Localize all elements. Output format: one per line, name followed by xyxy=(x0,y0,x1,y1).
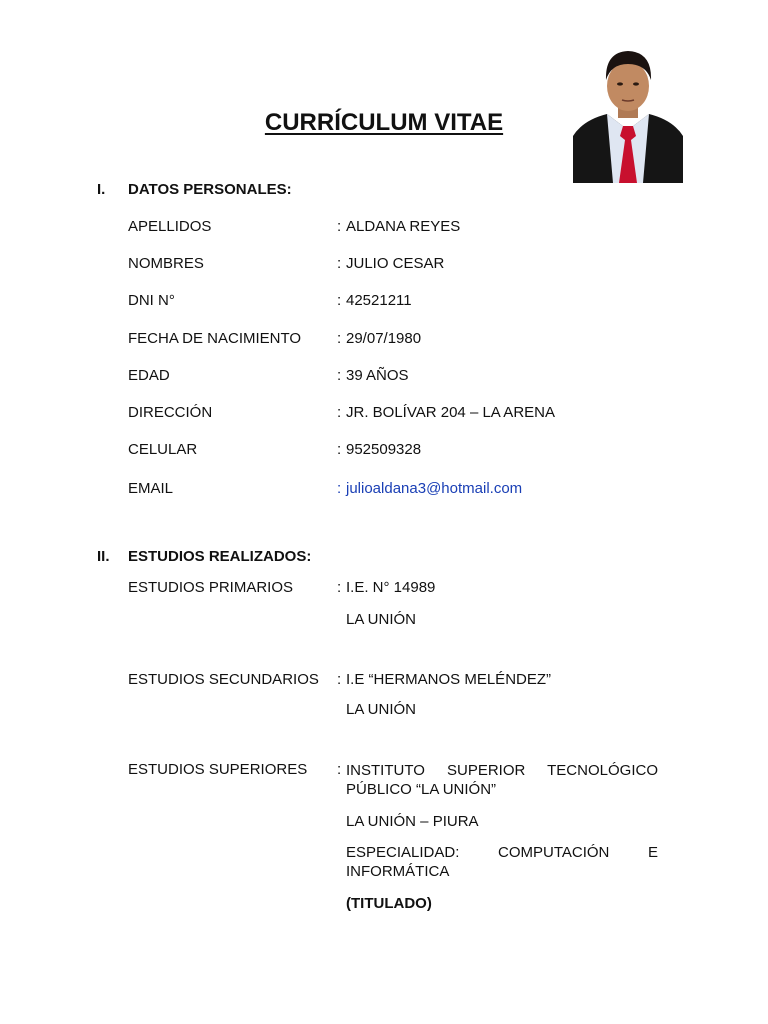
secondary-school: I.E “HERMANOS MELÉNDEZ” xyxy=(346,671,552,688)
page-title: CURRÍCULUM VITAE xyxy=(264,109,504,136)
portrait-photo xyxy=(573,44,683,183)
field-label: ESTUDIOS SECUNDARIOS xyxy=(128,671,319,688)
field-label: FECHA DE NACIMIENTO xyxy=(128,330,302,347)
field-label: ESTUDIOS PRIMARIOS xyxy=(128,579,294,596)
field-colon: : xyxy=(337,404,342,421)
field-label: NOMBRES xyxy=(128,255,204,272)
field-colon: : xyxy=(337,671,342,688)
field-label: DNI N° xyxy=(128,292,175,309)
field-colon: : xyxy=(337,330,342,347)
higher-school: INSTITUTO SUPERIOR TECNOLÓGICO PÚBLICO “LA UNIÓN” xyxy=(346,762,658,798)
field-value: ALDANA REYES xyxy=(346,218,461,235)
field-value: 29/07/1980 xyxy=(346,330,422,347)
field-label: CELULAR xyxy=(128,441,198,458)
field-colon: : xyxy=(337,255,342,272)
field-value: 39 AÑOS xyxy=(346,367,409,384)
field-value: 952509328 xyxy=(346,441,422,458)
field-label: APELLIDOS xyxy=(128,218,212,235)
section-title-studies: ESTUDIOS REALIZADOS: xyxy=(128,548,312,565)
section-number-personal: I. xyxy=(97,181,106,198)
field-colon: : xyxy=(337,480,342,497)
higher-place: LA UNIÓN – PIURA xyxy=(346,813,479,830)
field-colon: : xyxy=(337,761,342,778)
primary-school: I.E. N° 14989 xyxy=(346,579,436,596)
higher-specialty: ESPECIALIDAD: COMPUTACIÓN E INFORMÁTICA xyxy=(346,844,658,880)
field-colon: : xyxy=(337,218,342,235)
field-label: EDAD xyxy=(128,367,170,384)
email-link[interactable]: julioaldana3@hotmail.com xyxy=(346,480,523,497)
field-label: DIRECCIÓN xyxy=(128,404,213,421)
field-value: 42521211 xyxy=(346,292,412,309)
field-colon: : xyxy=(337,292,342,309)
field-colon: : xyxy=(337,367,342,384)
section-title-personal: DATOS PERSONALES: xyxy=(128,181,292,198)
field-label: EMAIL xyxy=(128,480,174,497)
section-number-studies: II. xyxy=(97,548,110,565)
field-label: ESTUDIOS SUPERIORES xyxy=(128,761,308,778)
field-value: JR. BOLÍVAR 204 – LA ARENA xyxy=(346,404,555,421)
field-colon: : xyxy=(337,441,342,458)
secondary-place: LA UNIÓN xyxy=(346,701,417,718)
primary-place: LA UNIÓN xyxy=(346,611,417,628)
higher-status: (TITULADO) xyxy=(346,895,432,912)
field-value: JULIO CESAR xyxy=(346,255,445,272)
field-colon: : xyxy=(337,579,342,596)
